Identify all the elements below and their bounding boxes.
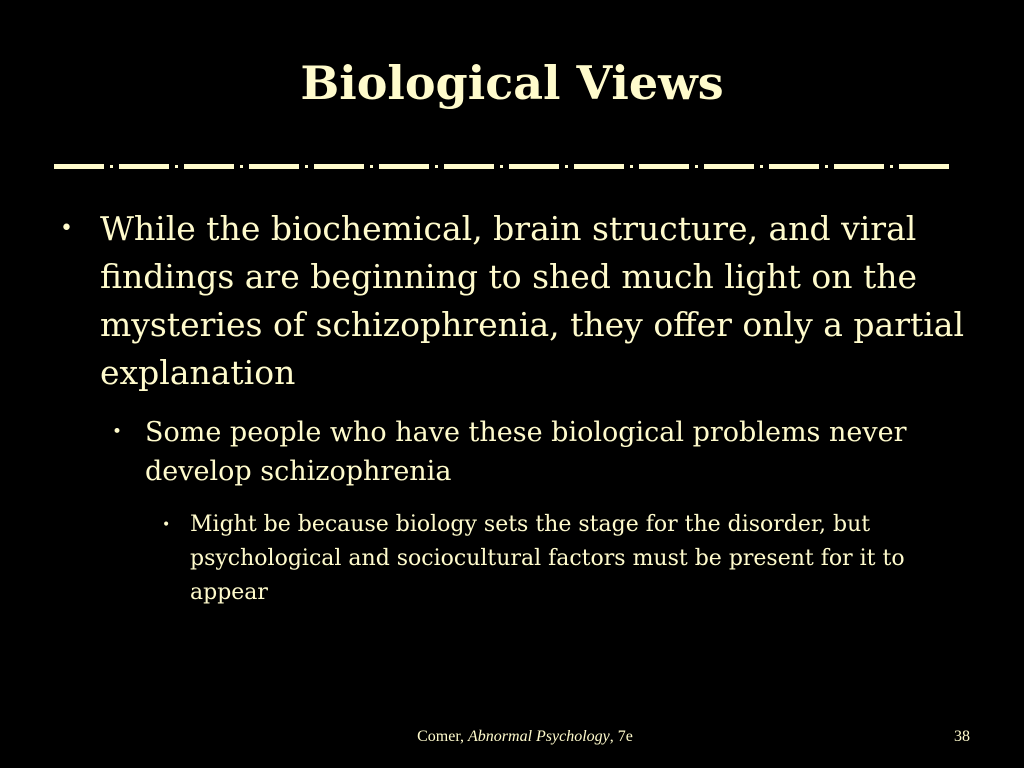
divider-dot — [110, 165, 113, 168]
divider-dash — [379, 164, 429, 169]
divider-dash — [119, 164, 169, 169]
divider-dash — [899, 164, 949, 169]
footer-book-title: Abnormal Psychology — [468, 728, 610, 745]
divider-dot — [630, 165, 633, 168]
divider-dash — [444, 164, 494, 169]
divider-dash — [509, 164, 559, 169]
bullet-dot: • — [162, 517, 171, 533]
divider-dash — [834, 164, 884, 169]
divider-dash — [54, 164, 104, 169]
bullet-level-2 — [112, 413, 972, 491]
divider-dot — [695, 165, 698, 168]
footer-author: Comer, — [417, 728, 469, 745]
bullet-text: While the biochemical, brain structure, and viral findings are beginning to shed much light on the mysteries of schizophrenia, they offer only a partial explanation — [100, 209, 965, 392]
divider-dash — [639, 164, 689, 169]
divider-dash — [184, 164, 234, 169]
bullet-dot: • — [112, 422, 123, 442]
title-divider — [54, 163, 972, 171]
footer-source — [0, 728, 1024, 746]
divider-dash — [704, 164, 754, 169]
divider-dot — [370, 165, 373, 168]
bullet-text: Might be because biology sets the stage for the disorder, but psychological and sociocultural factors must be present for it to appear — [190, 512, 905, 605]
bullet-text: Some people who have these biological problems never develop schizophrenia — [145, 417, 907, 487]
divider-dot — [435, 165, 438, 168]
page-number: 38 — [954, 728, 970, 745]
divider-dot — [305, 165, 308, 168]
divider-dot — [760, 165, 763, 168]
divider-dot — [890, 165, 893, 168]
divider-dash — [769, 164, 819, 169]
divider-dot — [825, 165, 828, 168]
slide-title: Biological Views — [300, 56, 724, 110]
footer-edition: , 7e — [609, 728, 633, 745]
bullet-dot: • — [60, 216, 73, 241]
divider-dash — [249, 164, 299, 169]
divider-dot — [175, 165, 178, 168]
divider-dot — [500, 165, 503, 168]
divider-dot — [240, 165, 243, 168]
divider-dot — [565, 165, 568, 168]
bullet-level-1 — [60, 205, 970, 397]
divider-dash — [574, 164, 624, 169]
divider-dash — [314, 164, 364, 169]
bullet-level-3 — [162, 508, 962, 610]
